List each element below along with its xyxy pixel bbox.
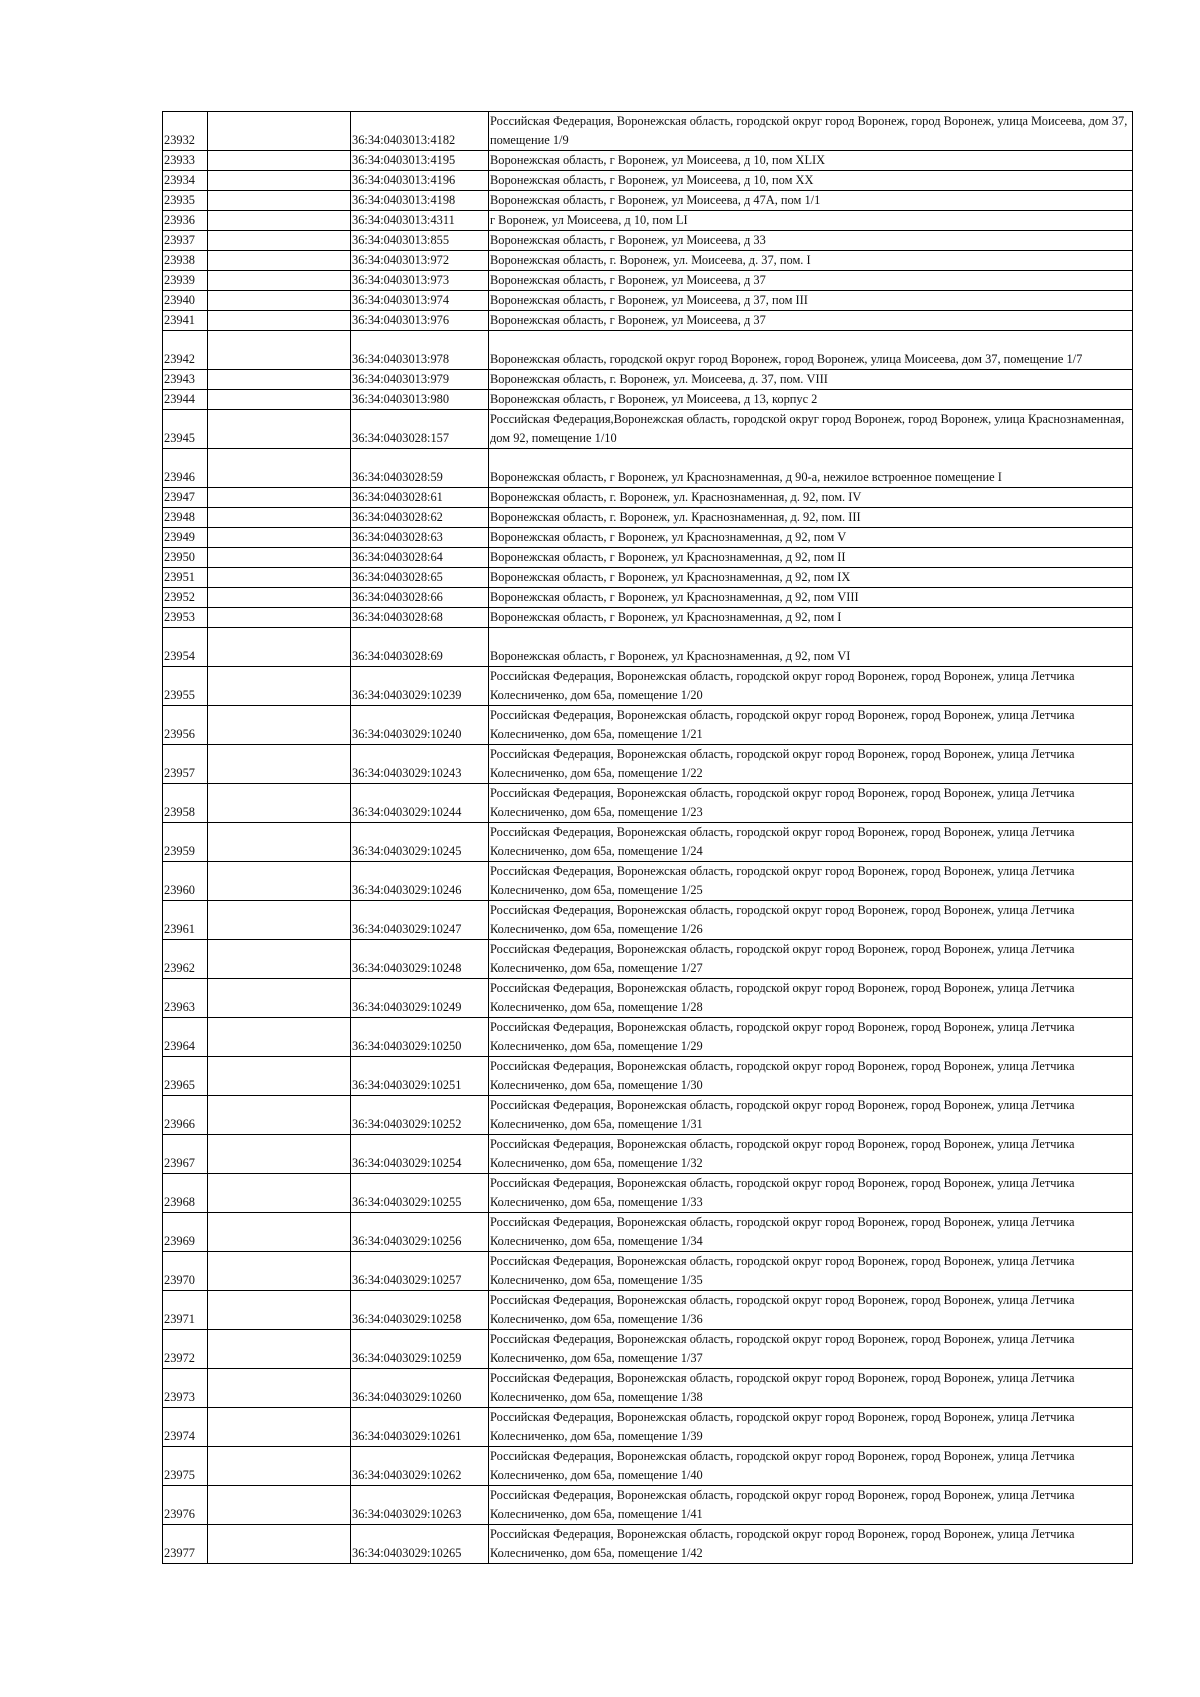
address-cell: Воронежская область, г Воронеж, ул Краснознаменная, д 90-а, нежилое встроенное помещение I (489, 449, 1133, 488)
cadastral-number-cell: 36:34:0403028:68 (351, 608, 489, 628)
row-number-cell: 23969 (163, 1213, 208, 1252)
row-number-cell: 23966 (163, 1096, 208, 1135)
table-row (163, 191, 1133, 211)
cadastral-number-cell: 36:34:0403028:65 (351, 568, 489, 588)
empty-cell (208, 1057, 351, 1096)
address-cell: Российская Федерация, Воронежская область, городской округ город Воронеж, город Воронеж, улица Летчика Колесниченко, дом 65а, помещение 1/27 (489, 940, 1133, 979)
cadastral-number-cell: 36:34:0403028:61 (351, 488, 489, 508)
address-cell: Российская Федерация, Воронежская область, городской округ город Воронеж, город Воронеж, улица Летчика Колесниченко, дом 65а, помещение 1/33 (489, 1174, 1133, 1213)
empty-cell (208, 784, 351, 823)
empty-cell (208, 1213, 351, 1252)
address-cell: Российская Федерация, Воронежская область, городской округ город Воронеж, город Воронеж, улица Летчика Колесниченко, дом 65а, помещение 1/32 (489, 1135, 1133, 1174)
address-cell: Воронежская область, г Воронеж, ул Моисеева, д 33 (489, 231, 1133, 251)
row-number-cell: 23950 (163, 548, 208, 568)
cadastral-number-cell: 36:34:0403028:63 (351, 528, 489, 548)
table-row (163, 528, 1133, 548)
empty-cell (208, 901, 351, 940)
cadastral-number-cell: 36:34:0403029:10244 (351, 784, 489, 823)
cadastral-number-cell: 36:34:0403029:10261 (351, 1408, 489, 1447)
cadastral-number-cell: 36:34:0403029:10248 (351, 940, 489, 979)
row-number-cell: 23932 (163, 112, 208, 151)
cadastral-number-cell: 36:34:0403029:10243 (351, 745, 489, 784)
address-cell: Российская Федерация, Воронежская область, городской округ город Воронеж, город Воронеж, улица Летчика Колесниченко, дом 65а, помещение 1/20 (489, 667, 1133, 706)
address-cell: Воронежская область, г. Воронеж, ул. Моисеева, д. 37, пом. I (489, 251, 1133, 271)
row-number-cell: 23945 (163, 410, 208, 449)
table-row (163, 1525, 1133, 1564)
table-row (163, 1135, 1133, 1174)
cadastral-number-cell: 36:34:0403028:64 (351, 548, 489, 568)
address-cell: Российская Федерация, Воронежская область, городской округ город Воронеж, город Воронеж, улица Летчика Колесниченко, дом 65а, помещение 1/24 (489, 823, 1133, 862)
address-cell: Российская Федерация, Воронежская область, городской округ город Воронеж, город Воронеж, улица Летчика Колесниченко, дом 65а, помещение 1/42 (489, 1525, 1133, 1564)
cadastral-number-cell: 36:34:0403029:10252 (351, 1096, 489, 1135)
table-row (163, 628, 1133, 667)
address-cell: Российская Федерация, Воронежская область, городской округ город Воронеж, город Воронеж, улица Летчика Колесниченко, дом 65а, помещение 1/23 (489, 784, 1133, 823)
table-row (163, 745, 1133, 784)
empty-cell (208, 1330, 351, 1369)
cadastral-number-cell: 36:34:0403013:974 (351, 291, 489, 311)
cadastral-number-cell: 36:34:0403029:10249 (351, 979, 489, 1018)
empty-cell (208, 211, 351, 231)
cadastral-number-cell: 36:34:0403029:10255 (351, 1174, 489, 1213)
row-number-cell: 23935 (163, 191, 208, 211)
row-number-cell: 23962 (163, 940, 208, 979)
address-cell: г Воронеж, ул Моисеева, д 10, пом LI (489, 211, 1133, 231)
row-number-cell: 23947 (163, 488, 208, 508)
cadastral-number-cell: 36:34:0403013:4195 (351, 151, 489, 171)
address-cell: Российская Федерация, Воронежская область, городской округ город Воронеж, город Воронеж, улица Летчика Колесниченко, дом 65а, помещение 1/41 (489, 1486, 1133, 1525)
empty-cell (208, 1252, 351, 1291)
table-row (163, 706, 1133, 745)
table-row (163, 211, 1133, 231)
table-row (163, 823, 1133, 862)
cadastral-number-cell: 36:34:0403029:10239 (351, 667, 489, 706)
table-row (163, 667, 1133, 706)
address-cell: Российская Федерация, Воронежская область, городской округ город Воронеж, город Воронеж, улица Летчика Колесниченко, дом 65а, помещение 1/29 (489, 1018, 1133, 1057)
table-row (163, 449, 1133, 488)
empty-cell (208, 151, 351, 171)
table-row (163, 151, 1133, 171)
row-number-cell: 23933 (163, 151, 208, 171)
empty-cell (208, 823, 351, 862)
registry-table-body (163, 112, 1133, 1564)
empty-cell (208, 191, 351, 211)
row-number-cell: 23940 (163, 291, 208, 311)
cadastral-number-cell: 36:34:0403028:69 (351, 628, 489, 667)
address-cell: Российская Федерация,Воронежская область, городской округ город Воронеж, город Воронеж, улица Краснознаменная, дом 92, помещение 1/10 (489, 410, 1133, 449)
cadastral-number-cell: 36:34:0403028:59 (351, 449, 489, 488)
cadastral-number-cell: 36:34:0403013:855 (351, 231, 489, 251)
address-cell: Воронежская область, г Воронеж, ул Моисеева, д 37, пом III (489, 291, 1133, 311)
address-cell: Российская Федерация, Воронежская область, городской округ город Воронеж, город Воронеж, улица Моисеева, дом 37, помещение 1/9 (489, 112, 1133, 151)
empty-cell (208, 508, 351, 528)
table-row (163, 390, 1133, 410)
table-row (163, 112, 1133, 151)
empty-cell (208, 1135, 351, 1174)
empty-cell (208, 548, 351, 568)
row-number-cell: 23976 (163, 1486, 208, 1525)
address-cell: Российская Федерация, Воронежская область, городской округ город Воронеж, город Воронеж, улица Летчика Колесниченко, дом 65а, помещение 1/25 (489, 862, 1133, 901)
table-row (163, 548, 1133, 568)
row-number-cell: 23977 (163, 1525, 208, 1564)
table-row (163, 271, 1133, 291)
table-row (163, 1369, 1133, 1408)
row-number-cell: 23952 (163, 588, 208, 608)
address-cell: Воронежская область, г Воронеж, ул Краснознаменная, д 92, пом I (489, 608, 1133, 628)
row-number-cell: 23944 (163, 390, 208, 410)
empty-cell (208, 568, 351, 588)
row-number-cell: 23956 (163, 706, 208, 745)
cadastral-number-cell: 36:34:0403029:10260 (351, 1369, 489, 1408)
row-number-cell: 23937 (163, 231, 208, 251)
cadastral-number-cell: 36:34:0403029:10257 (351, 1252, 489, 1291)
empty-cell (208, 390, 351, 410)
address-cell: Российская Федерация, Воронежская область, городской округ город Воронеж, город Воронеж, улица Летчика Колесниченко, дом 65а, помещение 1/37 (489, 1330, 1133, 1369)
empty-cell (208, 231, 351, 251)
address-cell: Российская Федерация, Воронежская область, городской округ город Воронеж, город Воронеж, улица Летчика Колесниченко, дом 65а, помещение 1/22 (489, 745, 1133, 784)
cadastral-number-cell: 36:34:0403013:976 (351, 311, 489, 331)
address-cell: Воронежская область, г Воронеж, ул Моисеева, д 10, пом XX (489, 171, 1133, 191)
empty-cell (208, 271, 351, 291)
table-row (163, 311, 1133, 331)
empty-cell (208, 979, 351, 1018)
empty-cell (208, 1018, 351, 1057)
empty-cell (208, 1291, 351, 1330)
cadastral-number-cell: 36:34:0403013:978 (351, 331, 489, 370)
empty-cell (208, 745, 351, 784)
empty-cell (208, 628, 351, 667)
cadastral-number-cell: 36:34:0403029:10240 (351, 706, 489, 745)
cadastral-number-cell: 36:34:0403029:10265 (351, 1525, 489, 1564)
address-cell: Воронежская область, г Воронеж, ул Краснознаменная, д 92, пом V (489, 528, 1133, 548)
row-number-cell: 23946 (163, 449, 208, 488)
table-row (163, 568, 1133, 588)
row-number-cell: 23959 (163, 823, 208, 862)
address-cell: Воронежская область, г Воронеж, ул Моисеева, д 37 (489, 311, 1133, 331)
row-number-cell: 23934 (163, 171, 208, 191)
empty-cell (208, 449, 351, 488)
row-number-cell: 23965 (163, 1057, 208, 1096)
table-row (163, 171, 1133, 191)
table-row (163, 231, 1133, 251)
table-row (163, 588, 1133, 608)
empty-cell (208, 1408, 351, 1447)
empty-cell (208, 1447, 351, 1486)
table-row (163, 251, 1133, 271)
table-row (163, 1018, 1133, 1057)
cadastral-number-cell: 36:34:0403029:10256 (351, 1213, 489, 1252)
address-cell: Воронежская область, г Воронеж, ул Краснознаменная, д 92, пом VI (489, 628, 1133, 667)
cadastral-number-cell: 36:34:0403013:4311 (351, 211, 489, 231)
table-row (163, 1096, 1133, 1135)
table-row (163, 862, 1133, 901)
empty-cell (208, 1525, 351, 1564)
cadastral-number-cell: 36:34:0403028:66 (351, 588, 489, 608)
row-number-cell: 23953 (163, 608, 208, 628)
table-row (163, 1213, 1133, 1252)
cadastral-number-cell: 36:34:0403029:10251 (351, 1057, 489, 1096)
empty-cell (208, 331, 351, 370)
row-number-cell: 23948 (163, 508, 208, 528)
table-row (163, 1057, 1133, 1096)
address-cell: Воронежская область, г. Воронеж, ул. Краснознаменная, д. 92, пом. III (489, 508, 1133, 528)
empty-cell (208, 112, 351, 151)
address-cell: Воронежская область, г Воронеж, ул Моисеева, д 10, пом XLIX (489, 151, 1133, 171)
address-cell: Российская Федерация, Воронежская область, городской округ город Воронеж, город Воронеж, улица Летчика Колесниченко, дом 65а, помещение 1/28 (489, 979, 1133, 1018)
cadastral-number-cell: 36:34:0403013:979 (351, 370, 489, 390)
row-number-cell: 23974 (163, 1408, 208, 1447)
row-number-cell: 23941 (163, 311, 208, 331)
row-number-cell: 23964 (163, 1018, 208, 1057)
address-cell: Российская Федерация, Воронежская область, городской округ город Воронеж, город Воронеж, улица Летчика Колесниченко, дом 65а, помещение 1/39 (489, 1408, 1133, 1447)
empty-cell (208, 291, 351, 311)
address-cell: Воронежская область, г. Воронеж, ул. Моисеева, д. 37, пом. VIII (489, 370, 1133, 390)
table-row (163, 784, 1133, 823)
table-row (163, 488, 1133, 508)
cadastral-number-cell: 36:34:0403013:980 (351, 390, 489, 410)
cadastral-number-cell: 36:34:0403029:10245 (351, 823, 489, 862)
cadastral-number-cell: 36:34:0403029:10246 (351, 862, 489, 901)
address-cell: Российская Федерация, Воронежская область, городской округ город Воронеж, город Воронеж, улица Летчика Колесниченко, дом 65а, помещение 1/40 (489, 1447, 1133, 1486)
table-row (163, 901, 1133, 940)
address-cell: Российская Федерация, Воронежская область, городской округ город Воронеж, город Воронеж, улица Летчика Колесниченко, дом 65а, помещение 1/38 (489, 1369, 1133, 1408)
row-number-cell: 23955 (163, 667, 208, 706)
empty-cell (208, 1174, 351, 1213)
row-number-cell: 23968 (163, 1174, 208, 1213)
empty-cell (208, 1486, 351, 1525)
row-number-cell: 23971 (163, 1291, 208, 1330)
row-number-cell: 23963 (163, 979, 208, 1018)
table-row (163, 1447, 1133, 1486)
cadastral-number-cell: 36:34:0403029:10258 (351, 1291, 489, 1330)
row-number-cell: 23951 (163, 568, 208, 588)
row-number-cell: 23973 (163, 1369, 208, 1408)
table-row (163, 1486, 1133, 1525)
address-cell: Воронежская область, г Воронеж, ул Краснознаменная, д 92, пом VIII (489, 588, 1133, 608)
empty-cell (208, 862, 351, 901)
table-row (163, 1291, 1133, 1330)
address-cell: Российская Федерация, Воронежская область, городской округ город Воронеж, город Воронеж, улица Летчика Колесниченко, дом 65а, помещение 1/30 (489, 1057, 1133, 1096)
address-cell: Воронежская область, городской округ город Воронеж, город Воронеж, улица Моисеева, дом 37, помещение 1/7 (489, 331, 1133, 370)
row-number-cell: 23942 (163, 331, 208, 370)
cadastral-number-cell: 36:34:0403013:4182 (351, 112, 489, 151)
table-row (163, 370, 1133, 390)
table-row (163, 608, 1133, 628)
row-number-cell: 23975 (163, 1447, 208, 1486)
address-cell: Воронежская область, г Воронеж, ул Краснознаменная, д 92, пом IX (489, 568, 1133, 588)
cadastral-number-cell: 36:34:0403029:10247 (351, 901, 489, 940)
row-number-cell: 23961 (163, 901, 208, 940)
table-row (163, 979, 1133, 1018)
cadastral-number-cell: 36:34:0403013:4196 (351, 171, 489, 191)
table-row (163, 940, 1133, 979)
address-cell: Воронежская область, г. Воронеж, ул. Краснознаменная, д. 92, пом. IV (489, 488, 1133, 508)
property-registry-table (162, 111, 1133, 1564)
table-row (163, 1330, 1133, 1369)
address-cell: Российская Федерация, Воронежская область, городской округ город Воронеж, город Воронеж, улица Летчика Колесниченко, дом 65а, помещение 1/26 (489, 901, 1133, 940)
cadastral-number-cell: 36:34:0403013:4198 (351, 191, 489, 211)
cadastral-number-cell: 36:34:0403028:157 (351, 410, 489, 449)
table-row (163, 508, 1133, 528)
row-number-cell: 23957 (163, 745, 208, 784)
address-cell: Воронежская область, г Воронеж, ул Моисеева, д 37 (489, 271, 1133, 291)
row-number-cell: 23939 (163, 271, 208, 291)
row-number-cell: 23970 (163, 1252, 208, 1291)
empty-cell (208, 1369, 351, 1408)
empty-cell (208, 528, 351, 548)
row-number-cell: 23949 (163, 528, 208, 548)
row-number-cell: 23954 (163, 628, 208, 667)
address-cell: Российская Федерация, Воронежская область, городской округ город Воронеж, город Воронеж, улица Летчика Колесниченко, дом 65а, помещение 1/36 (489, 1291, 1133, 1330)
cadastral-number-cell: 36:34:0403029:10254 (351, 1135, 489, 1174)
document-page (162, 111, 1133, 1564)
empty-cell (208, 706, 351, 745)
address-cell: Российская Федерация, Воронежская область, городской округ город Воронеж, город Воронеж, улица Летчика Колесниченко, дом 65а, помещение 1/35 (489, 1252, 1133, 1291)
cadastral-number-cell: 36:34:0403029:10263 (351, 1486, 489, 1525)
cadastral-number-cell: 36:34:0403013:972 (351, 251, 489, 271)
empty-cell (208, 410, 351, 449)
empty-cell (208, 370, 351, 390)
row-number-cell: 23958 (163, 784, 208, 823)
empty-cell (208, 251, 351, 271)
table-row (163, 291, 1133, 311)
empty-cell (208, 940, 351, 979)
empty-cell (208, 171, 351, 191)
row-number-cell: 23967 (163, 1135, 208, 1174)
table-row (163, 410, 1133, 449)
empty-cell (208, 1096, 351, 1135)
address-cell: Воронежская область, г Воронеж, ул Моисеева, д 13, корпус 2 (489, 390, 1133, 410)
row-number-cell: 23943 (163, 370, 208, 390)
empty-cell (208, 588, 351, 608)
address-cell: Воронежская область, г Воронеж, ул Краснознаменная, д 92, пом II (489, 548, 1133, 568)
empty-cell (208, 608, 351, 628)
cadastral-number-cell: 36:34:0403029:10262 (351, 1447, 489, 1486)
empty-cell (208, 667, 351, 706)
table-row (163, 331, 1133, 370)
address-cell: Российская Федерация, Воронежская область, городской округ город Воронеж, город Воронеж, улица Летчика Колесниченко, дом 65а, помещение 1/34 (489, 1213, 1133, 1252)
cadastral-number-cell: 36:34:0403013:973 (351, 271, 489, 291)
row-number-cell: 23960 (163, 862, 208, 901)
cadastral-number-cell: 36:34:0403028:62 (351, 508, 489, 528)
table-row (163, 1408, 1133, 1447)
row-number-cell: 23936 (163, 211, 208, 231)
address-cell: Воронежская область, г Воронеж, ул Моисеева, д 47А, пом 1/1 (489, 191, 1133, 211)
table-row (163, 1174, 1133, 1213)
empty-cell (208, 488, 351, 508)
address-cell: Российская Федерация, Воронежская область, городской округ город Воронеж, город Воронеж, улица Летчика Колесниченко, дом 65а, помещение 1/31 (489, 1096, 1133, 1135)
empty-cell (208, 311, 351, 331)
cadastral-number-cell: 36:34:0403029:10259 (351, 1330, 489, 1369)
row-number-cell: 23972 (163, 1330, 208, 1369)
cadastral-number-cell: 36:34:0403029:10250 (351, 1018, 489, 1057)
table-row (163, 1252, 1133, 1291)
row-number-cell: 23938 (163, 251, 208, 271)
address-cell: Российская Федерация, Воронежская область, городской округ город Воронеж, город Воронеж, улица Летчика Колесниченко, дом 65а, помещение 1/21 (489, 706, 1133, 745)
